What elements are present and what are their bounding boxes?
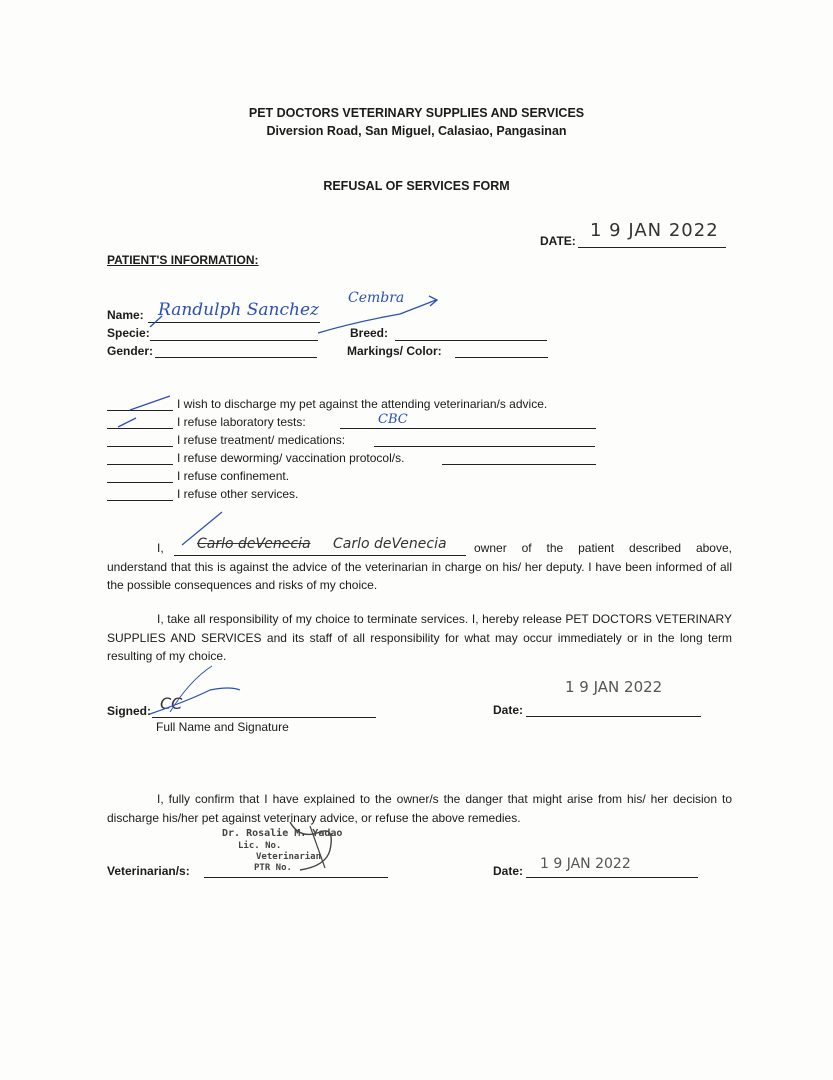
date-label: DATE: bbox=[540, 234, 576, 248]
pen-stroke-owner bbox=[182, 512, 222, 545]
patient-section-title: PATIENT'S INFORMATION: bbox=[107, 253, 259, 267]
stamp-license: Lic. No. bbox=[238, 841, 282, 851]
option-confinement: I refuse confinement. bbox=[177, 469, 290, 483]
sign-date-value[interactable]: 1 9 JAN 2022 bbox=[565, 678, 663, 696]
company-address: Diversion Road, San Miguel, Calasiao, Pangasinan bbox=[266, 124, 567, 138]
company-name: PET DOCTORS VETERINARY SUPPLIES AND SERVICES bbox=[248, 106, 585, 120]
vet-date-value[interactable]: 1 9 JAN 2022 bbox=[540, 856, 631, 872]
statement-text-1: owner of the patient described above, understand that this is against the advice of the veterinarian in charge on his/ her deputy. I have been informed of all the possible consequences and risks of my choice. bbox=[107, 541, 732, 592]
markings-label: Markings/ Color: bbox=[347, 344, 442, 358]
pen-check-2 bbox=[118, 418, 136, 427]
option-treatment: I refuse treatment/ medications: bbox=[177, 433, 346, 447]
pen-arrow-breed bbox=[318, 300, 436, 333]
pen-stroke-specie bbox=[150, 316, 162, 327]
option-discharge: I wish to discharge my pet against the attending veterinarian/s advice. bbox=[177, 397, 548, 411]
owner-name-struck: Carlo deVenecia bbox=[197, 536, 311, 552]
stamp-title: Veterinarian bbox=[256, 852, 322, 862]
vet-date-label: Date: bbox=[493, 864, 524, 878]
veterinarian-label: Veterinarian/s: bbox=[107, 864, 190, 878]
pen-check-1 bbox=[130, 396, 170, 410]
name-value[interactable]: Randulph Sanchez bbox=[158, 300, 319, 320]
confirmation-text: I, fully confirm that I have explained to the owner/s the danger that might arise from his/ her decision to discharge his/her pet against veterinary advice, or refuse the above remedies. bbox=[107, 792, 732, 825]
full-name-caption: Full Name and Signature bbox=[156, 720, 289, 734]
stamp-vet-name: Dr. Rosalie M. Yadao bbox=[222, 828, 343, 839]
pen-stroke-signature-2 bbox=[170, 666, 212, 712]
option-other: I refuse other services. bbox=[177, 487, 299, 501]
option-lab-tests: I refuse laboratory tests: bbox=[177, 415, 306, 429]
option-deworming: I refuse deworming/ vaccination protocol/s. bbox=[177, 451, 405, 465]
pen-stroke-signature bbox=[150, 688, 240, 714]
signed-label: Signed: bbox=[107, 704, 151, 718]
breed-label: Breed: bbox=[350, 326, 389, 340]
form-title: REFUSAL OF SERVICES FORM bbox=[323, 179, 510, 193]
statement-text-2: I, take all responsibility of my choice to terminate services. I, hereby release PET DOCTORS VETERINARY SUPPLIES AND SERVICES and its staff of all responsibility for what may occur immediately or in the long term resulting of my choice. bbox=[107, 612, 732, 663]
statement-prefix: I, bbox=[157, 541, 164, 555]
name-label: Name: bbox=[107, 308, 144, 322]
owner-name-value[interactable]: Carlo deVenecia bbox=[333, 536, 447, 552]
sign-date-label: Date: bbox=[493, 703, 524, 717]
gender-label: Gender: bbox=[107, 344, 154, 358]
signed-initials[interactable]: CC bbox=[160, 694, 183, 713]
date-handwritten[interactable]: 1 9 JAN 2022 bbox=[590, 220, 719, 241]
lab-tests-value[interactable]: CBC bbox=[378, 412, 408, 427]
breed-value[interactable]: Cembra bbox=[348, 290, 405, 306]
specie-label: Specie: bbox=[107, 326, 150, 340]
stamp-ptr: PTR No. bbox=[254, 863, 292, 873]
